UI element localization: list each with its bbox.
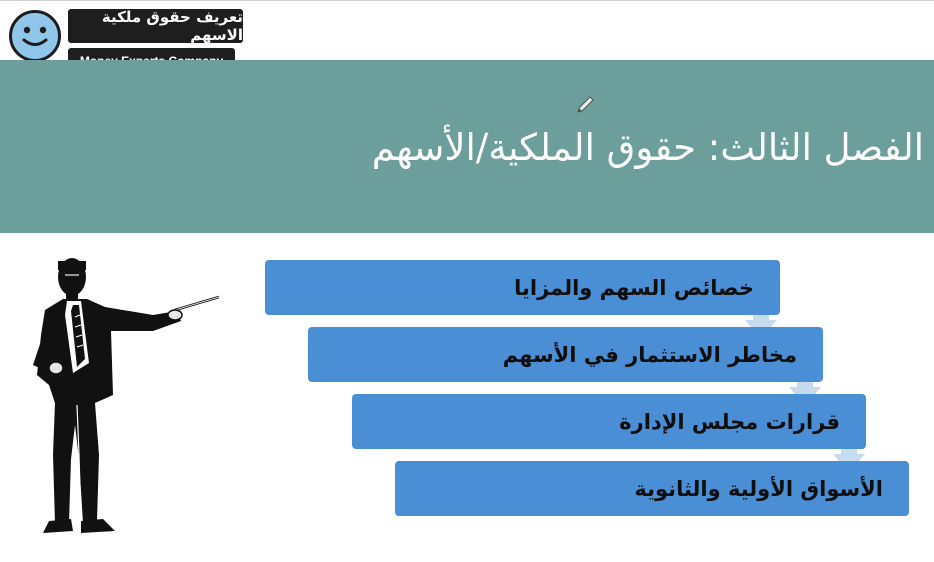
process-step — [352, 394, 866, 449]
process-step-label: خصائص السهم والمزايا — [514, 275, 754, 300]
channel-avatar[interactable] — [9, 10, 61, 62]
top-divider — [0, 0, 934, 1]
video-title[interactable] — [68, 9, 243, 43]
process-step — [265, 260, 780, 315]
process-step — [308, 327, 823, 382]
slide-title: الفصل الثالث: حقوق الملكية/الأسهم — [371, 126, 924, 169]
process-step-label: مخاطر الاستثمار في الأسهم — [502, 342, 797, 367]
man-with-pointer-icon — [25, 255, 225, 537]
pen-icon — [575, 95, 595, 115]
process-step-label: الأسواق الأولية والثانوية — [634, 476, 883, 501]
process-step-label: قرارات مجلس الإدارة — [619, 409, 840, 434]
video-title-text: تعريف حقوق ملكية الاسهم — [101, 8, 243, 44]
smiley-face-icon — [12, 13, 58, 59]
process-step — [395, 461, 909, 516]
